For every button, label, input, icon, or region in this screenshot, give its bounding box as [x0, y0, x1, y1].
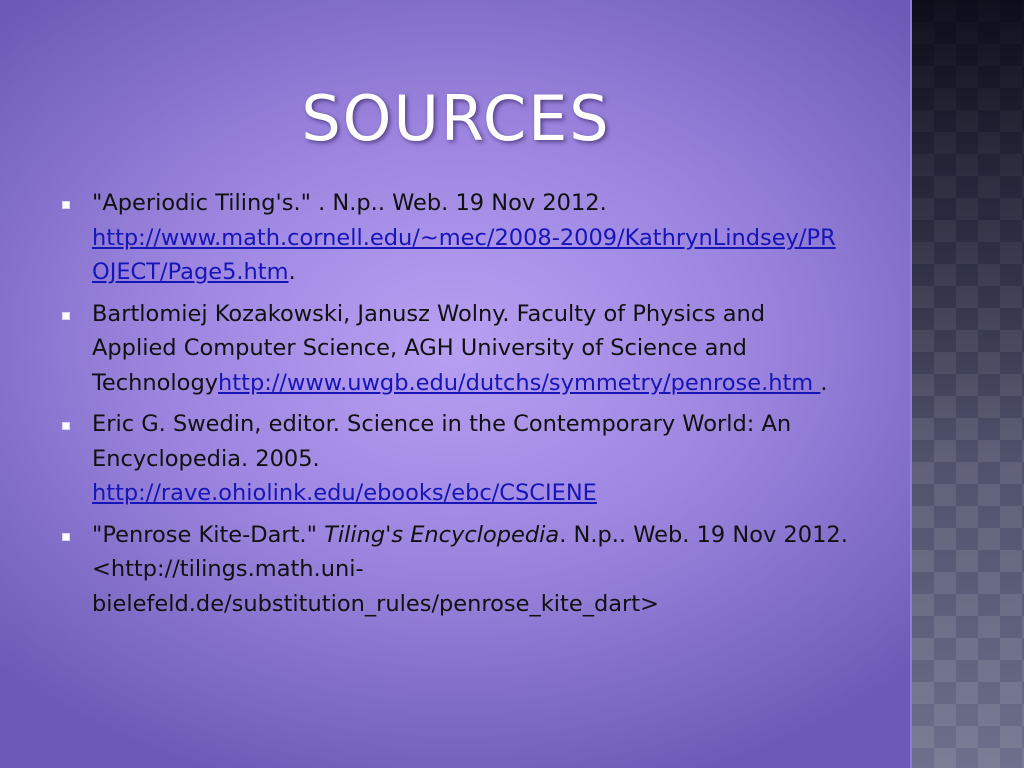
source-link[interactable]: http://www.math.cornell.edu/~mec/2008-2009/KathrynLindsey/PROJECT/Page5.htm	[92, 224, 836, 285]
list-item	[62, 407, 852, 511]
decorative-side-panel	[912, 0, 1024, 768]
source-link[interactable]: http://www.uwgb.edu/dutchs/symmetry/penrose.htm	[218, 369, 821, 396]
square-bullet-icon	[62, 312, 70, 320]
sources-list	[62, 186, 852, 628]
list-item	[62, 186, 852, 290]
source-text-end: . N.p.. Web. 19 Nov 2012. <http://tilings.math.uni-bielefeld.de/substitution_rules/penrose_kite_dart>	[92, 521, 848, 617]
source-text-end: .	[288, 259, 296, 285]
list-item	[62, 518, 852, 622]
square-bullet-icon	[62, 533, 70, 541]
source-text: Eric G. Swedin, editor. Science in the Contemporary World: An Encyclopedia. 2005.	[92, 411, 792, 472]
source-text-end: .	[820, 369, 828, 396]
source-link[interactable]: http://rave.ohiolink.edu/ebooks/ebc/CSCIENE	[92, 480, 597, 506]
list-item	[62, 297, 852, 401]
square-bullet-icon	[62, 422, 70, 430]
source-text: "Penrose Kite-Dart."	[92, 521, 325, 548]
source-text: "Aperiodic Tiling's." . N.p.. Web. 19 Nov 2012.	[92, 190, 607, 216]
source-text: Bartlomiej Kozakowski, Janusz Wolny. Faculty of Physics and Applied Computer Science, AGH University of Science and Technology	[92, 300, 766, 396]
slide-title: SOURCES	[301, 82, 611, 155]
source-italic-title: Tiling's Encyclopedia	[324, 521, 560, 548]
square-bullet-icon	[62, 201, 70, 209]
